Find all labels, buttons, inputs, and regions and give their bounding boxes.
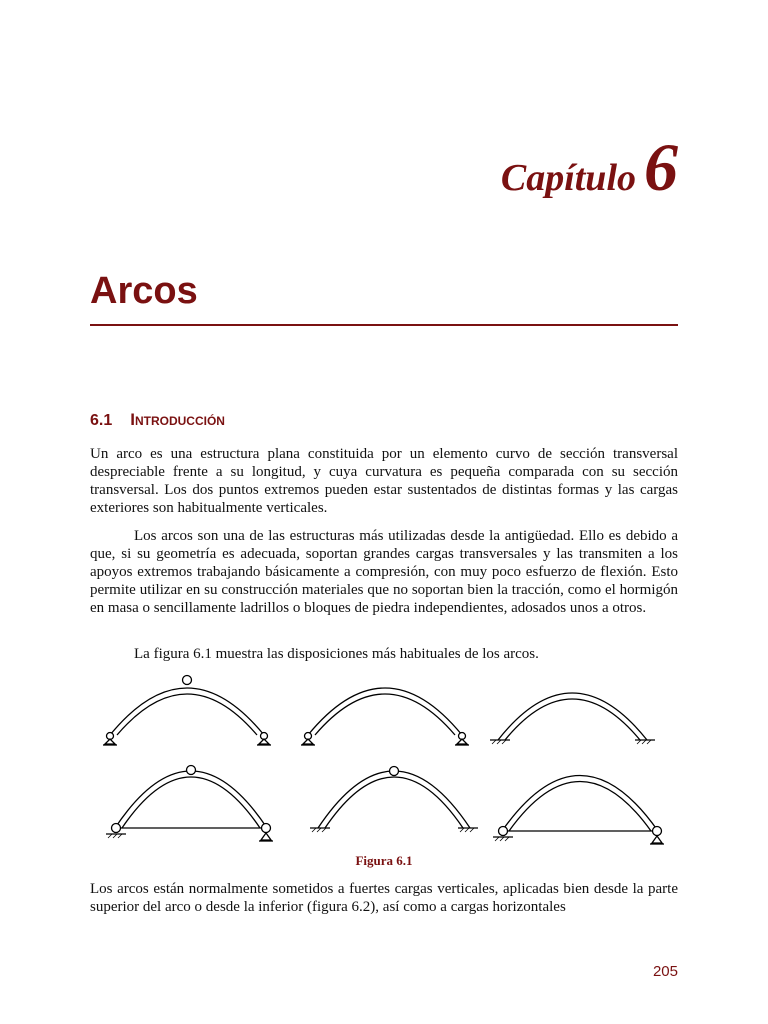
arch-fixed-ends [490,693,655,744]
figure-caption: Figura 6.1 [355,853,413,868]
chapter-word: Capítulo [500,157,636,199]
arch-hinged-crown-fixed [310,767,478,833]
section-number: 6.1 [90,412,113,429]
arch-three-hinged-tied [106,766,273,842]
chapter-number: 6 [644,129,678,205]
section-title: Introducción [130,410,225,429]
section-heading [90,410,225,430]
arch-figure [90,668,690,848]
chapter-title: Arcos [90,270,198,312]
title-rule [90,324,678,326]
arch-two-hinged [301,688,469,745]
arch-three-hinged-pinned [103,676,271,746]
paragraph-loads: Los arcos están normalmente sometidos a fuertes cargas verticales, aplicadas bien desde la parte superior del arco o desde la inferior (figura 6.2), así como a cargas horizontales [90,881,678,915]
paragraph-figure-ref: La figura 6.1 muestra las disposiciones más habituales de los arcos. [134,646,539,662]
page-number: 205 [652,963,678,980]
paragraph-intro: Un arco es una estructura plana constituida por un elemento curvo de sección transversal despreciable frente a su longitud, y cuya curvatura es pequeña comparada con su sección transversal. Los dos puntos extremos pueden estar sustentados de distintas formas y las cargas exteriores son habitualmente verticales. [90,446,678,516]
arch-tied-two-hinged [493,776,664,845]
chapter-heading [501,128,678,207]
paragraph-antiquity: Los arcos son una de las estructuras más utilizadas desde la antigüedad. Ello es debido a que, si su geometría es adecuada, soportan grandes cargas transversales y las transmiten a los apoyos extremos trabajando básicamente a compresión, con muy poco esfuerzo de flexión. Esto permite utilizar en su construcción materiales que no soportan bien la tracción, como el hormigón en masa o sencillamente ladrillos o bloques de piedra independientes, adosados unos a otros. [90,528,678,616]
